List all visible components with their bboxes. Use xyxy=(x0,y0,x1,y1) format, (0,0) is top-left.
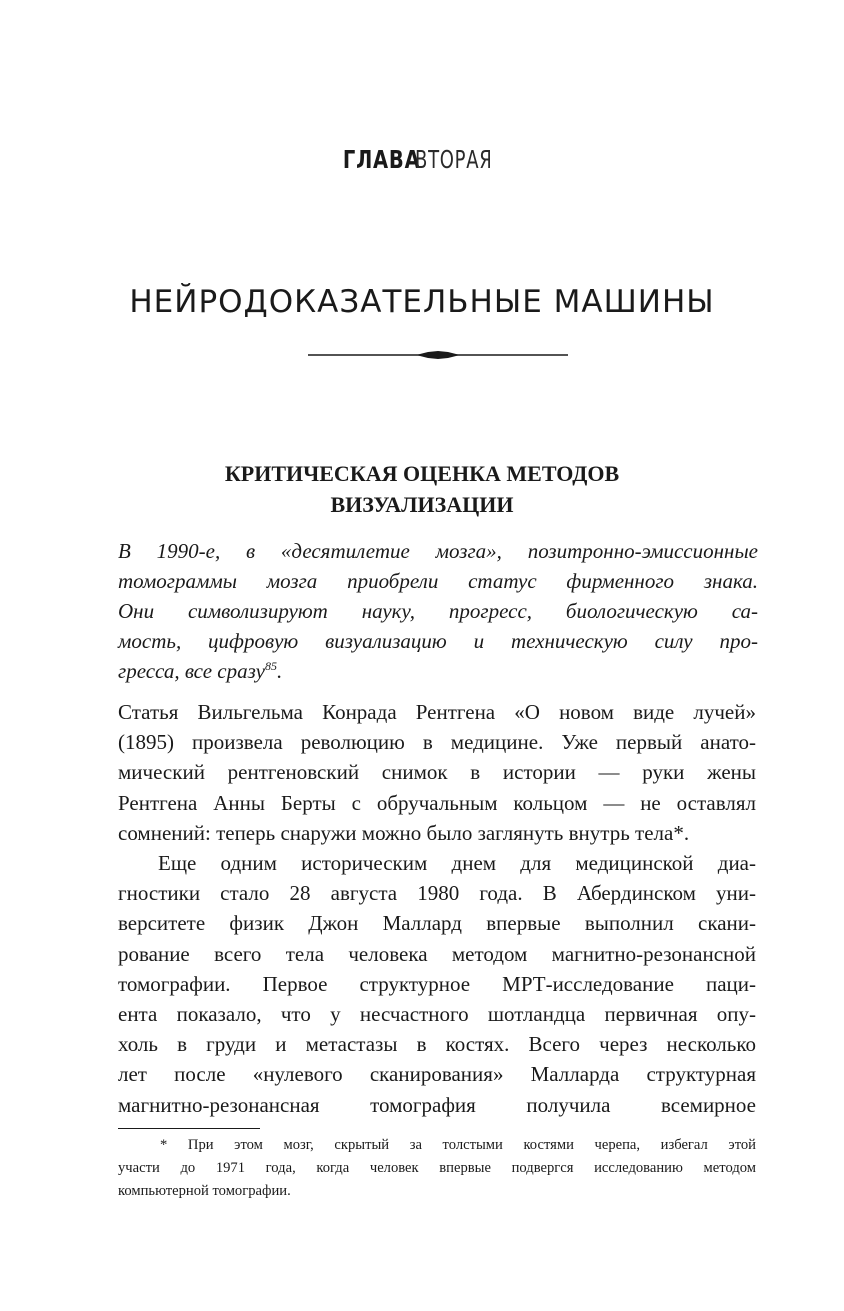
body-line: Рентгена Анны Берты с обручальным кольцом — не оставлял xyxy=(118,790,756,815)
chapter-word: ГЛАВА xyxy=(343,145,421,174)
chapter-title: НЕЙРОДОКАЗАТЕЛЬНЫЕ МАШИНЫ xyxy=(129,284,715,320)
body-line: (1895) произвела революцию в медицине. Уже первый анато- xyxy=(118,730,756,755)
footnote-separator xyxy=(118,1128,260,1129)
body-line: рование всего тела человека методом магнитно-резонансной xyxy=(118,941,756,966)
body-line: верситете физик Джон Маллард впервые выполнил скани- xyxy=(118,911,756,936)
epigraph-end: . xyxy=(276,659,283,683)
body-line: мический рентгеновский снимок в истории — руки жены xyxy=(118,760,756,785)
epigraph xyxy=(118,536,758,686)
body-line: томографии. Первое структурное МРТ-исследование паци- xyxy=(118,971,756,996)
endnote-reference: 85 xyxy=(264,659,277,673)
body-line: лет после «нулевого сканирования» Малларда структурная xyxy=(118,1062,756,1087)
section-heading xyxy=(100,458,744,520)
body-line: Статья Вильгельма Конрада Рентгена «О новом виде лучей» xyxy=(118,700,756,724)
ornament-divider xyxy=(308,347,568,363)
footnote-line: * При этом мозг, скрытый за толстыми костями черепа, избегал этой xyxy=(160,1137,756,1153)
epigraph-line: Они символизируют науку, прогресс, биологическую са- xyxy=(118,599,758,623)
section-heading-line: КРИТИЧЕСКАЯ ОЦЕНКА МЕТОДОВ xyxy=(224,461,620,486)
body-line: холь в груди и метастазы в костях. Всего через несколько xyxy=(118,1032,756,1057)
body-line: Еще одним историческим днем для медицинской диа- xyxy=(158,851,756,876)
body-line: ента показало, что у несчастного шотландца первичная опу- xyxy=(118,1002,756,1027)
footnote-line: участи до 1971 года, когда человек впервые подвергся исследованию методом xyxy=(118,1160,756,1176)
body-line: гностики стало 28 августа 1980 года. В Абердинском уни- xyxy=(118,881,756,906)
footnote-line: компьютерной томографии. xyxy=(118,1183,291,1199)
epigraph-line: томограммы мозга приобрели статус фирменного знака. xyxy=(118,569,758,593)
footnote xyxy=(118,1134,756,1203)
chapter-number-word: ВТОРАЯ xyxy=(414,145,493,174)
section-heading-line: ВИЗУАЛИЗАЦИИ xyxy=(330,492,514,517)
epigraph-text: гресса, все сразу xyxy=(118,659,265,683)
body-line: сомнений: теперь снаружи можно было заглянуть внутрь тела*. xyxy=(118,820,690,845)
body-text xyxy=(118,697,756,1120)
epigraph-line xyxy=(118,656,758,686)
epigraph-line: мость, цифровую визуализацию и техническую силу про- xyxy=(118,629,758,653)
body-line: магнитно-резонансная томография получила всемирное xyxy=(118,1092,756,1117)
epigraph-line: В 1990-е, в «десятилетие мозга», позитронно-эмиссионные xyxy=(118,539,758,563)
chapter-label xyxy=(0,140,844,180)
